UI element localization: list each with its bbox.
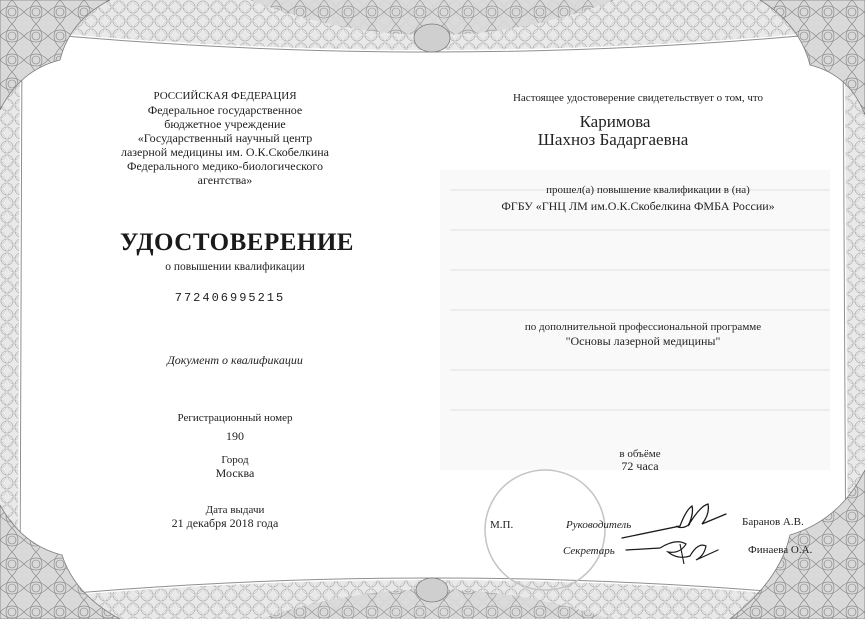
volume-label: в объёме bbox=[619, 448, 661, 460]
city-label: Город bbox=[221, 454, 249, 466]
issue-date-label: Дата выдачи bbox=[205, 504, 265, 516]
issue-date-value: 21 декабря 2018 года bbox=[171, 516, 279, 530]
stamp-place-label: М.П. bbox=[490, 519, 514, 531]
certificate-title: УДОСТОВЕРЕНИЕ bbox=[120, 229, 354, 256]
intro-text: Настоящее удостоверение свидетельствует о том, что bbox=[512, 92, 764, 104]
registration-number: 190 bbox=[226, 429, 244, 443]
serial-number: 772406995215 bbox=[174, 291, 286, 305]
holder-surname: Каримова bbox=[579, 112, 651, 131]
registration-label: Регистрационный номер bbox=[177, 412, 293, 424]
issuer-line-4: лазерной медицины им. О.К.Скобелкина bbox=[120, 145, 329, 159]
issuer-line-5: Федерального медико-биологического bbox=[126, 159, 324, 173]
head-name: Баранов А.В. bbox=[742, 516, 804, 528]
issuer-line-2: бюджетное учреждение bbox=[164, 117, 286, 131]
document-type: Документ о квалификации bbox=[167, 353, 303, 367]
secretary-signature bbox=[620, 530, 730, 570]
program-label: по дополнительной профессиональной программе bbox=[524, 321, 762, 333]
holder-given-names: Шахноз Бадаргаевна bbox=[537, 130, 689, 149]
completed-label: прошел(а) повышение квалификации в (на) bbox=[546, 184, 750, 196]
organization-name: ФГБУ «ГНЦ ЛМ им.О.К.Скобелкина ФМБА России» bbox=[501, 199, 775, 213]
program-name: "Основы лазерной медицины" bbox=[565, 334, 721, 348]
head-signature-label: Руководитель bbox=[566, 519, 632, 531]
issuer-line-3: «Государственный научный центр bbox=[137, 131, 313, 145]
issuer-header bbox=[110, 89, 340, 187]
issuer-line-6: агентства» bbox=[197, 173, 253, 187]
country-line: РОССИЙСКАЯ ФЕДЕРАЦИЯ bbox=[153, 90, 297, 102]
certificate-subtitle: о повышении квалификации bbox=[165, 261, 305, 273]
issuer-line-1: Федеральное государственное bbox=[147, 103, 303, 117]
secretary-signature-label: Секретарь bbox=[563, 545, 615, 557]
volume-value: 72 часа bbox=[621, 459, 659, 473]
city-value: Москва bbox=[215, 466, 255, 480]
secretary-name: Финаева О.А. bbox=[748, 544, 813, 556]
